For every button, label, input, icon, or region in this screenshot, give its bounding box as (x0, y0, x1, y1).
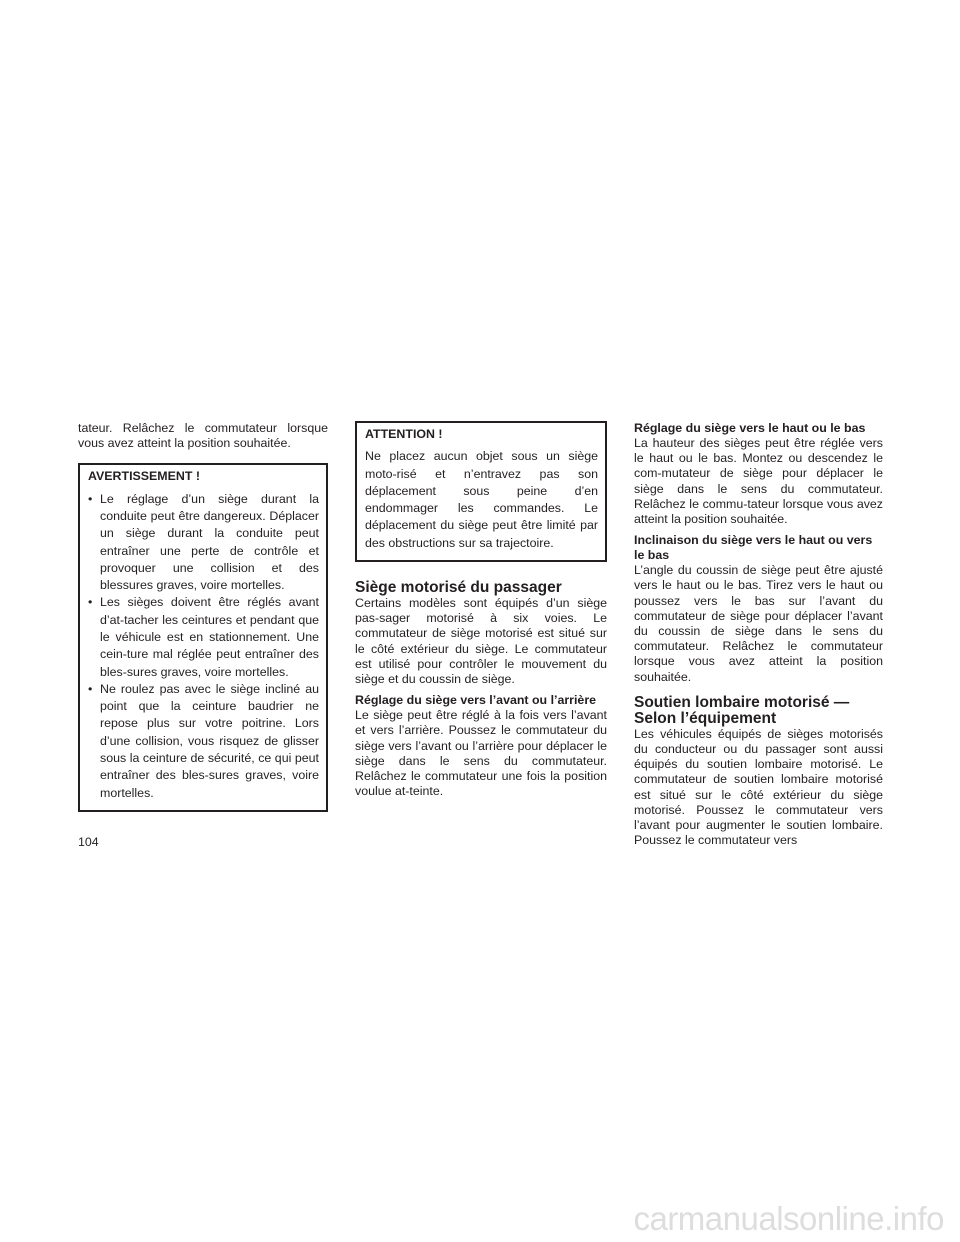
watermark-text: carmanualsonline.info (633, 1200, 944, 1237)
caution-box (355, 421, 607, 562)
section-text-lumbar: Les véhicules équipés de sièges motorisés du conducteur ou du passager sont aussi équipés du soutien lombaire motorisé. Le commutateur de soutien lombaire motorisé est situé sur le côté extérieur du siège motorisé. Poussez le commutateur vers l’avant pour augmenter le soutien lombaire. Poussez le commutateur vers (634, 726, 883, 848)
column-left (78, 421, 328, 812)
warning-item: • Le réglage d’un siège durant la conduite peut être dangereux. Déplacer un siège durant la conduite peut entraîner une perte de contrôle et provoquer une collision et des blessures graves, voire mortelles. (88, 491, 319, 595)
warning-title: AVERTISSEMENT ! (88, 469, 200, 484)
warning-list (88, 491, 319, 802)
section-intro: Certains modèles sont équipés d’un siège pas-sager motorisé à six voies. Le commutateur de siège motorisé est situé sur le côté extérieur du siège. Le commutateur est utilisé pour contrôler le mouvement du siège et du coussin de siège. (355, 595, 607, 686)
subsection-text-forward-back: Le siège peut être réglé à la fois vers l’avant et vers l’arrière. Poussez le commutateur du siège vers l’avant ou l’arrière pour déplacer le siège dans le sens du commutateur. Relâchez le commutateur une fois la position voulue at-teinte. (355, 708, 607, 799)
continuation-text: tateur. Relâchez le commutateur lorsque vous avez atteint la position souhaitée. (78, 421, 328, 451)
page-number: 104 (78, 835, 99, 849)
subheading-tilt: Inclinaison du siège vers le haut ou vers le bas (634, 533, 873, 563)
column-right (634, 421, 883, 854)
column-middle (355, 421, 607, 805)
caution-title: ATTENTION ! (365, 427, 443, 441)
warning-item: • Les sièges doivent être réglés avant d’at-tacher les ceintures et pendant que le véhicule est en stationnement. Une cein-ture mal réglée peut entraîner des bles-sures graves, voire mortelles. (88, 594, 319, 680)
subsection-text-tilt: L’angle du coussin de siège peut être ajusté vers le haut ou le bas. Tirez vers le haut ou poussez vers le bas sur l’avant du commutateur de siège pour déplacer l’avant du coussin de siège dans le sens du commutateur. Relâchez le commutateur lorsque vous avez atteint la position souhaitée. (634, 563, 883, 684)
section-heading-passenger-seat: Siège motorisé du passager (355, 578, 562, 596)
warning-item: • Ne roulez pas avec le siège incliné au point que la ceinture baudrier ne repose plus sur votre poitrine. Lors d’une collision, vous risquez de glisser sous la ceinture de sécurité, ce qui peut entraîner des bles-sures graves, voire mortelles. (88, 681, 319, 802)
section-heading-lumbar: Soutien lombaire motorisé — Selon l’équipement (634, 693, 850, 727)
subsection-text-up-down: La hauteur des sièges peut être réglée vers le haut ou le bas. Montez ou descendez le com-mutateur de siège pour déplacer le siège dans le sens du commutateur. Relâchez le commu-tateur lorsque vous avez atteint la position souhaitée. (634, 436, 883, 527)
subheading-up-down: Réglage du siège vers le haut ou le bas (634, 421, 866, 435)
warning-box (78, 463, 328, 812)
subheading-forward-back: Réglage du siège vers l’avant ou l’arrière (355, 693, 597, 708)
caution-text: Ne placez aucun objet sous un siège moto-risé et n’entravez pas son déplacement sous peine d’en endommager les commandes. Le déplacement du siège peut être limité par des obstructions sur sa trajectoire. (365, 449, 598, 550)
